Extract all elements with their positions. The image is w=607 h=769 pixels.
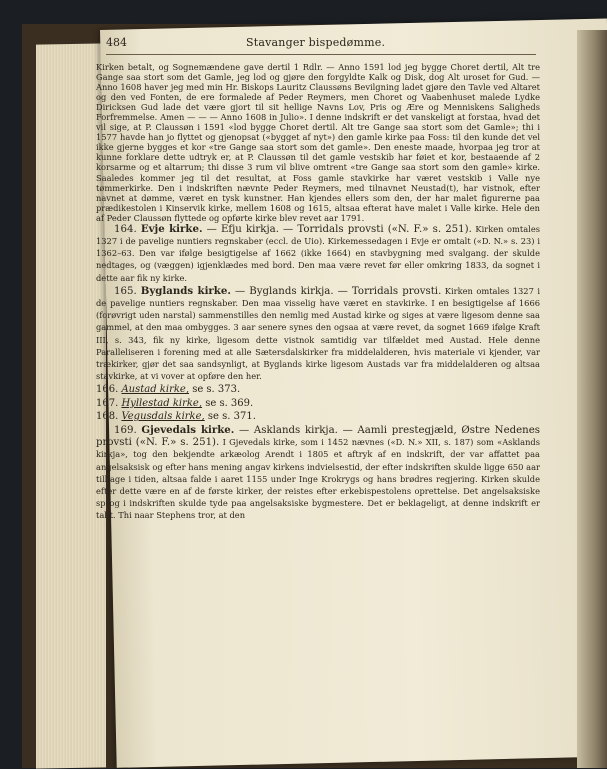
- entry-number: 165.: [114, 285, 137, 297]
- entry-168: [96, 410, 540, 424]
- entry-body: Kirken omtales 1327 i de pavelige nuntiers regnskaber (eccl. de Uio). Kirkemessedagen i Evje er omtalt («D. N.» s. 23) i 1362–63. Den var ifølge besigtigelse af 1662 (ikke 1664) en stavbygning med svalgang. der skulde nedtages, og (væggen) igjenklædes med bord. Den maa være revet før eller omkring 1833, da sognet i dette aar fik ny kirke.: [96, 223, 540, 283]
- page-body: [96, 62, 540, 523]
- entry-reference: se s. 373.: [189, 384, 241, 396]
- entry-number: 169.: [114, 424, 137, 436]
- entry-169: [96, 424, 540, 523]
- entry-body: Kirken omtales 1327 i de pavelige nuntiers regnskaber. Den maa visselig have været en stavkirke. I en besigtigelse af 1666 (forøvrigt uden narstal) sammenstilles den nemlig med Austad kirke og siges at være ligesom denne saa gammel, at den maa ombygges. 3 aar senere synes den ogsaa at være revet, da sognet 1669 ifølge Kraft III, s. 343, fik ny kirke, ligesom dette vistnok samtidig var tilfældet med Austad. Hele denne Paralleliseren i forening med at alle Sætersdalskirker fra middelalderen, hvis materiale vi kjender, var trækirker, gjør det saa sandsynligt, at Byglands kirke ligesom Austads var fra middelalderen og altsaa stavkirke, at vi vover at opføre den her.: [96, 285, 540, 382]
- paragraph-continuation: Kirken betalt, og Sognemændene gave dertil 1 Rdlr. — Anno 1591 lod jeg bygge Choret dertil, Alt tre Gange saa stort som det Gamle, jeg lod og gjøre den forgyldte Kalk og Disk, dog Alt uroset for Gud. — Anno 1608 haver jeg med min Hr. Biskops Lauritz Claussøns Bevilgning ladet gjøre den Tavle ved Altaret og den ved Fonten, de ere formalede af Peder Reymers, men Choret og Vaabenhuset malede Lydke Diricksen Gud lade det være gjort til sit hellige Navns Lov, Pris og Ære og Menniskens Saligheds Forfremmelse. Amen — — — Anno 1608 in Julio». I denne indskrift er det vanskeligt at forstaa, hvad det vil sige, at P. Claussøn i 1591 «lod bygge Choret dertil. Alt tre Gange saa stort som det Gamle»; thi i 1577 havde han jo flyttet og gjenopsat («bygget af nyt») den gamle kirke paa Foss: til den kunde det vel ikke gjerne bygges et kor «tre Gange saa stort som det gamle». Den eneste maade, hvorpaa jeg tror at kunne forklare dette udtryk er, at P. Claussøn til det gamle vestskib har føiet et kor, bestaaende af 2 korsarme og et altarrum; thi disse 3 rum vil blive omtrent «tre Gange saa stort som den gamle» kirke. Saaledes kommer jeg til det resultat, at Foss gamle stavkirke har været vestskib i Valle nye tømmerkirke. Den i indskriften nævnte Peder Reymers, med tilnavnet Neustad(t), har vistnok, efter navnet at dømme, været en tysk kunstner. Han kjendes ellers som den, der har malet figurerne paa prædikestolen i Kinservik kirke, mellem 1608 og 1615, altsaa efterat have malet i Valle kirke. Hele den af Peder Claussøn flyttede og opførte kirke blev revet aar 1791.: [96, 62, 540, 223]
- entry-title: Vegusdals kirke,: [121, 411, 205, 423]
- facing-page-strip: [577, 30, 607, 768]
- entry-number: 167.: [96, 397, 119, 409]
- page-number: 484: [106, 36, 127, 49]
- entry-title: Austad kirke,: [121, 384, 190, 396]
- running-head: Stavanger bispedømme.: [246, 36, 386, 49]
- entry-165: [96, 285, 540, 384]
- page-header: [106, 36, 536, 54]
- entry-167: [96, 397, 540, 411]
- entry-subtitle: — Efju kirkja. — Torridals provsti («N. F.» s. 251).: [202, 223, 472, 235]
- entry-number: 168.: [96, 411, 119, 423]
- entry-title: Byglands kirke.: [140, 284, 231, 297]
- header-rule: [106, 54, 536, 55]
- entry-title: Gjevedals kirke.: [141, 423, 235, 436]
- entry-reference: se s. 369.: [202, 397, 254, 409]
- entry-164: [96, 223, 540, 285]
- entry-subtitle: — Asklands kirkja. — Aamli prestegjæld, Østre Nedenes provsti («N. F.» s. 251).: [96, 424, 540, 449]
- entry-subtitle: — Byglands kirkja. — Torridals provsti.: [230, 285, 442, 297]
- entry-reference: se s. 371.: [204, 411, 256, 423]
- entry-number: 166.: [96, 384, 119, 396]
- entry-166: [96, 383, 540, 397]
- entry-title: Hyllestad kirke,: [121, 397, 203, 409]
- entry-number: 164.: [114, 223, 137, 235]
- entry-body: I Gjevedals kirke, som i 1452 nævnes («D. N.» XII, s. 187) som «Asklands kirkja», tog den bekjendte arkæolog Arendt i 1805 et aftryk af en indskrift, der var affattet paa angelsaksisk og efter hans mening angav kirkens indvielsestid, der efter indskriften skulde ligge 650 aar tilbage i tiden, altsaa falde i aaret 1155 under Inge Krokrygs og hans brødres regjering. Kirken skulde efter dette være en af de første kirker, der reistes efter erkebispestolens oprettelse. Det angelsaksiske sprog i indskriften skulde tyde paa angelsaksiske bygmestere. Det er beklageligt, at denne indskrift er tabt. Thi naar Stephens tror, at den: [96, 437, 540, 521]
- entry-title: Evje kirke.: [140, 222, 203, 235]
